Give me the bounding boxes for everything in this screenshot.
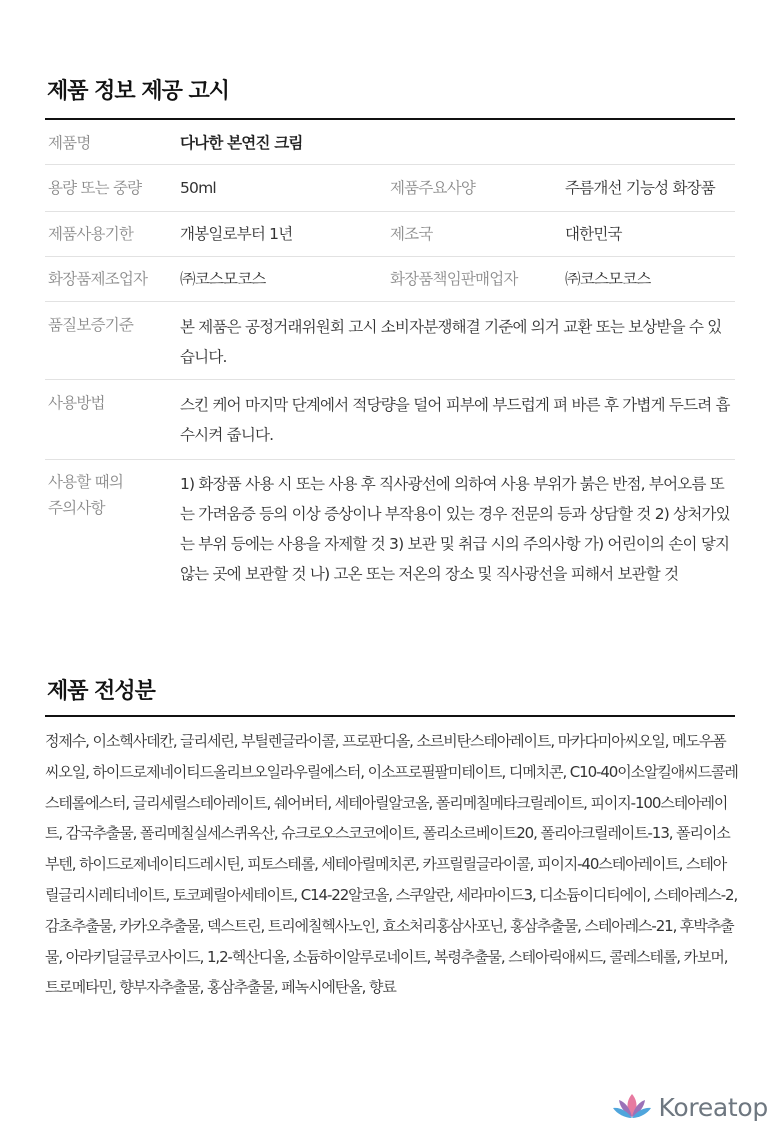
- row-usage: [45, 380, 735, 460]
- label-country: 제조국: [390, 225, 433, 243]
- row-volume: [45, 165, 735, 212]
- value-product-name: 다나한 본연진 크림: [180, 134, 303, 152]
- label-manufacturer: 화장품제조업자: [48, 270, 148, 288]
- label-seller: 화장품책임판매업자: [390, 270, 518, 288]
- ingredients-title: 제품 전성분: [47, 679, 155, 704]
- label-spec: 제품주요사양: [390, 179, 476, 197]
- title-divider: [45, 118, 735, 120]
- brand-name: Koreatop: [658, 1092, 768, 1122]
- label-expiry: 제품사용기한: [48, 225, 134, 243]
- label-volume: 용량 또는 중량: [48, 179, 142, 197]
- value-spec: 주름개선 기능성 화장품: [565, 179, 715, 197]
- row-caution: [45, 460, 735, 589]
- label-usage: 사용방법: [48, 394, 105, 412]
- value-caution: 1) 화장품 사용 시 또는 사용 후 직사광선에 의하여 사용 부위가 붉은 반점, 부어오름 또는 가려움증 등의 이상 증상이나 부작용이 있는 경우 전문의 등과 상담할 것 2) 상처가있는 부위 등에는 사용을 자제할 것 3) 보관 및 취급 시의 주의사항 가) 어린이의 손이 닿지 않는 곳에 보관할 것 나) 고온 또는 저온의 장소 및 직사광선을 피해서 보관할 것: [180, 475, 730, 583]
- value-seller: ㈜코스모코스: [565, 270, 651, 288]
- koreatop-logo: [611, 1092, 768, 1122]
- row-expiry: [45, 212, 735, 257]
- ingredients-divider: [45, 715, 735, 717]
- ingredients-list: 정제수, 이소헥사데칸, 글리세린, 부틸렌글라이콜, 프로판디올, 소르비탄스테아레이트, 마카다미아씨오일, 메도우폼씨오일, 하이드로제네이티드올리브오일라우릴에스터, 이소프로필팔미테이트, 디메치콘, C10-40이소알킬애씨드콜레스테롤에스터, 글리세릴스테아레이트, 쉐어버터, 세테아릴알코올, 폴리메칠메타크릴레이트, 피이지-100스테아레이트, 감국추출물, 폴리메칠실세스퀴옥산, 슈크로오스코코에이트, 폴리소르베이트20, 폴리아크릴레이트-13, 폴리이소부텐, 하이드로제네이티드레시틴, 피토스테롤, 세테아릴메치콘, 카프릴릴글라이콜, 피이지-40스테아레이트, 스테아릴글리시레티네이트, 토코페릴아세테이트, C14-22알코올, 스쿠알란, 세라마이드3, 디소듐이디티에이, 스테아레스-2, 감초추출물, 카카오추출물, 덱스트린, 트리에칠헥사노인, 효소처리홍삼사포닌, 홍삼추출물, 스테아레스-21, 후박추출물, 아라키딜글루코사이드, 1,2-헥산디올, 소듐하이알루로네이트, 복령추출물, 스테아릭애씨드, 콜레스테롤, 카보머, 트로메타민, 향부자추출물, 홍삼추출물, 페녹시에탄올, 향료: [45, 732, 738, 997]
- lotus-icon: [611, 1092, 653, 1122]
- row-product-name: [45, 121, 735, 165]
- value-volume: 50ml: [180, 179, 216, 197]
- row-manufacturer: [45, 257, 735, 302]
- product-info-title: 제품 정보 제공 고시: [47, 79, 229, 104]
- value-quality: 본 제품은 공정거래위원회 고시 소비자분쟁해결 기준에 의거 교환 또는 보상받을 수 있습니다.: [180, 318, 722, 366]
- row-quality: [45, 302, 735, 380]
- label-caution: 사용할 때의 주의사항: [48, 473, 123, 517]
- value-usage: 스킨 케어 마지막 단계에서 적당량을 덜어 피부에 부드럽게 펴 바른 후 가볍게 두드려 흡수시켜 줍니다.: [180, 396, 730, 444]
- label-product-name: 제품명: [48, 134, 91, 152]
- value-country: 대한민국: [565, 225, 622, 243]
- label-quality: 품질보증기준: [48, 316, 134, 334]
- value-expiry: 개봉일로부터 1년: [180, 225, 293, 243]
- product-info-table: [45, 121, 735, 589]
- value-manufacturer: ㈜코스모코스: [180, 270, 266, 288]
